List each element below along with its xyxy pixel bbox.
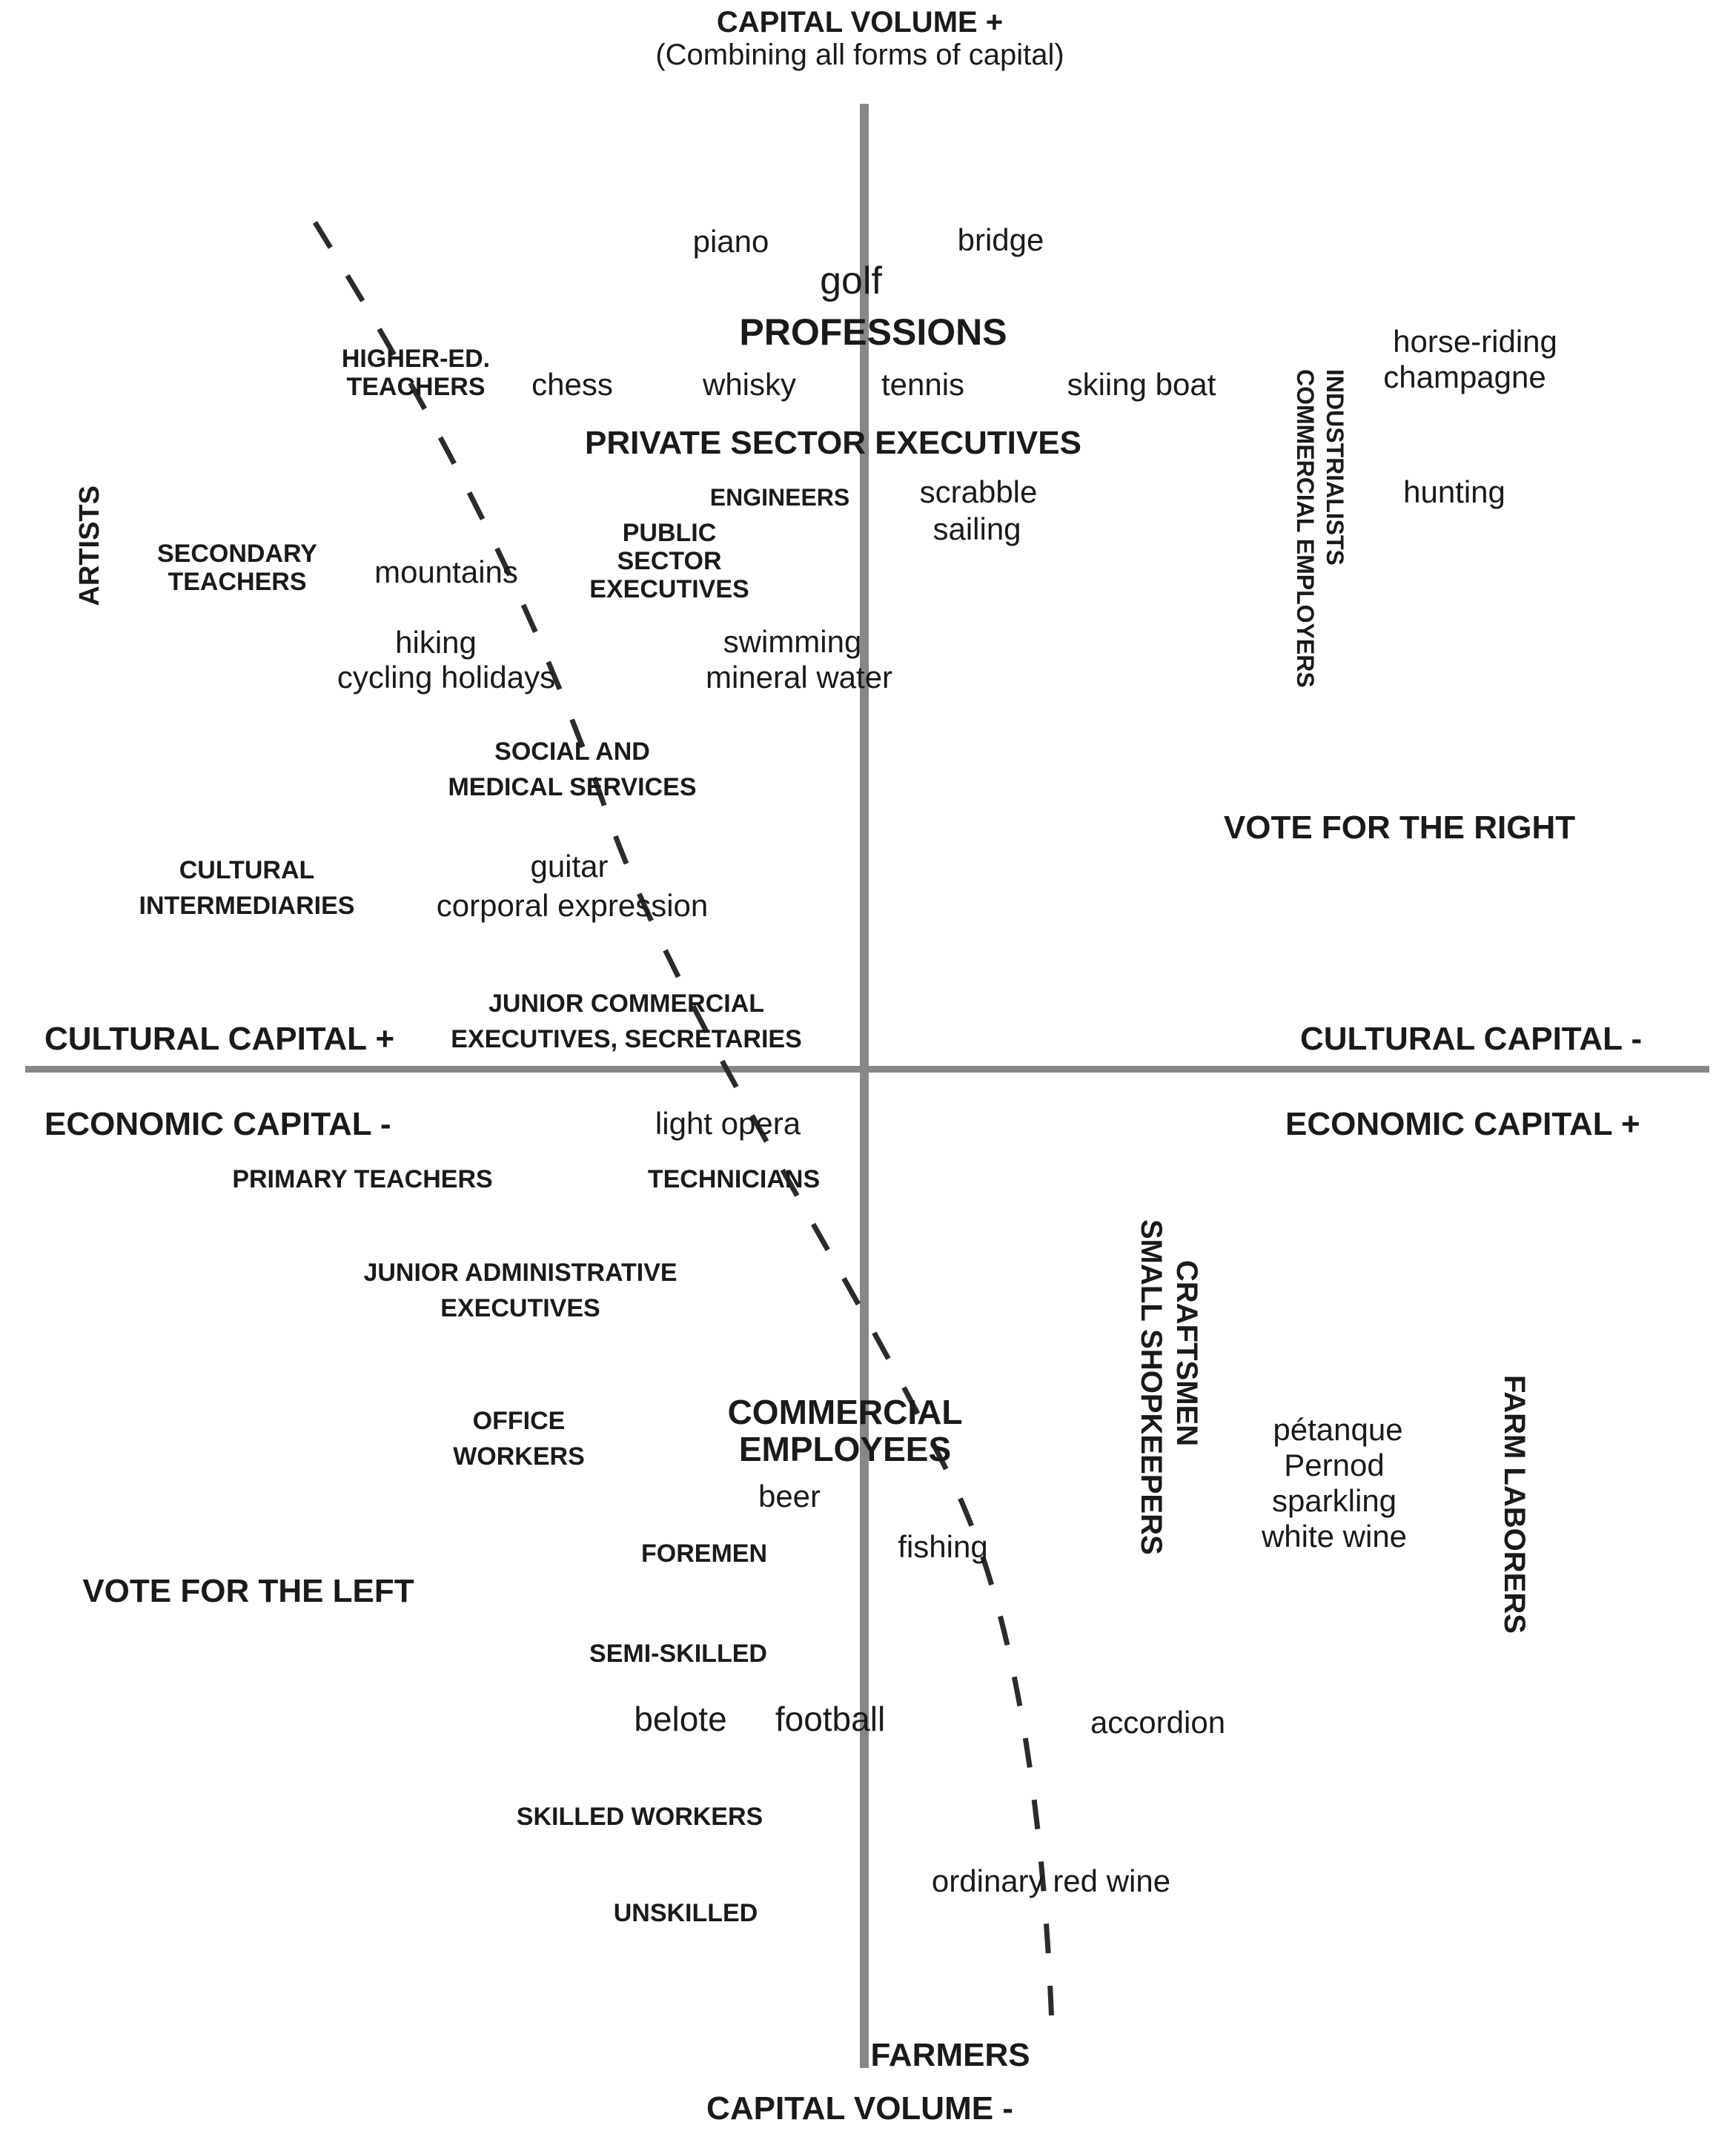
group-commercial-employees-line2: EMPLOYEES <box>738 1430 952 1468</box>
group-semi-skilled: SEMI-SKILLED <box>589 1640 767 1668</box>
axis-label-capital-volume-minus: CAPITAL VOLUME - <box>706 2090 1013 2127</box>
group-commercial-employees-line1: COMMERCIAL <box>727 1393 963 1431</box>
practice-guitar: guitar <box>530 849 609 884</box>
group-higher-ed-teachers-line1: HIGHER-ED. <box>341 345 491 373</box>
group-professions: PROFESSIONS <box>739 311 1007 353</box>
group-commercial-employers: COMMERCIAL EMPLOYERS <box>1291 369 1319 688</box>
annotation-vote-for-the-left: VOTE FOR THE LEFT <box>82 1573 414 1609</box>
group-junior-commercial-line1: JUNIOR COMMERCIAL <box>488 990 765 1018</box>
practice-corporal-expression: corporal expression <box>436 888 709 923</box>
group-technicians: TECHNICIANS <box>647 1165 821 1193</box>
group-public-sector-executives-line3: EXECUTIVES <box>589 575 749 603</box>
practice-mineral-water: mineral water <box>705 660 893 695</box>
axis-label-cultural-capital-minus: CULTURAL CAPITAL - <box>1300 1021 1643 1057</box>
group-skilled-workers: SKILLED WORKERS <box>516 1803 763 1831</box>
group-public-sector-executives-line1: PUBLIC <box>622 519 717 547</box>
practice-tennis: tennis <box>881 367 965 402</box>
practice-swimming: swimming <box>723 624 862 659</box>
practice-hiking: hiking <box>395 625 477 660</box>
practice-pernod: Pernod <box>1284 1448 1385 1482</box>
group-artists: ARTISTS <box>74 486 105 606</box>
group-cultural-intermediaries-line1: CULTURAL <box>179 856 315 884</box>
practice-fishing: fishing <box>898 1529 988 1564</box>
group-farm-laborers: FARM LABORERS <box>1497 1375 1531 1634</box>
practice-petanque: pétanque <box>1273 1412 1403 1447</box>
practice-cycling-holidays: cycling holidays <box>337 660 556 695</box>
group-craftsmen: CRAFTSMEN <box>1170 1260 1203 1447</box>
practice-scrabble: scrabble <box>919 474 1038 509</box>
group-secondary-teachers-line2: TEACHERS <box>168 568 307 596</box>
practice-champagne: champagne <box>1383 359 1546 394</box>
practice-hunting: hunting <box>1403 474 1505 509</box>
group-primary-teachers: PRIMARY TEACHERS <box>232 1165 493 1193</box>
group-higher-ed-teachers-line2: TEACHERS <box>346 373 486 401</box>
group-private-sector-executives: PRIVATE SECTOR EXECUTIVES <box>585 425 1081 461</box>
group-farmers: FARMERS <box>870 2037 1030 2073</box>
group-public-sector-executives-line2: SECTOR <box>617 547 722 575</box>
group-social-medical-line1: SOCIAL AND <box>494 738 650 766</box>
group-junior-administrative-line2: EXECUTIVES <box>440 1294 600 1322</box>
group-junior-commercial-line2: EXECUTIVES, SECRETARIES <box>451 1025 802 1053</box>
practice-golf: golf <box>820 259 882 302</box>
practice-light-opera: light opera <box>655 1106 801 1141</box>
axis-label-economic-capital-plus: ECONOMIC CAPITAL + <box>1285 1106 1640 1142</box>
practice-football: football <box>775 1700 886 1738</box>
practice-beer: beer <box>758 1479 821 1514</box>
practice-whisky: whisky <box>702 367 797 402</box>
practice-white-wine: white wine <box>1261 1519 1408 1554</box>
practice-mountains: mountains <box>374 554 518 589</box>
group-junior-administrative-line1: JUNIOR ADMINISTRATIVE <box>363 1259 677 1287</box>
practice-sparkling: sparkling <box>1271 1483 1397 1518</box>
axis-sublabel-combining-capital: (Combining all forms of capital) <box>655 39 1064 71</box>
group-engineers: ENGINEERS <box>709 484 850 511</box>
group-social-medical-line2: MEDICAL SERVICES <box>448 773 697 801</box>
practice-accordion: accordion <box>1090 1705 1226 1740</box>
axis-label-capital-volume-plus: CAPITAL VOLUME + <box>716 6 1004 39</box>
group-secondary-teachers-line1: SECONDARY <box>157 540 317 568</box>
practice-chess: chess <box>531 367 613 402</box>
group-unskilled: UNSKILLED <box>613 1899 758 1927</box>
practice-horse-riding: horse-riding <box>1393 324 1557 359</box>
practice-piano: piano <box>692 224 769 259</box>
axis-label-cultural-capital-plus: CULTURAL CAPITAL + <box>44 1021 395 1057</box>
group-office-workers-line2: WORKERS <box>453 1442 585 1471</box>
practice-skiing-boat: skiing boat <box>1067 367 1216 402</box>
group-cultural-intermediaries-line2: INTERMEDIARIES <box>139 892 355 920</box>
practice-belote: belote <box>634 1700 727 1738</box>
group-foremen: FOREMEN <box>641 1540 767 1568</box>
practice-ordinary-red-wine: ordinary red wine <box>931 1863 1171 1898</box>
group-small-shopkeepers: SMALL SHOPKEEPERS <box>1134 1219 1167 1555</box>
group-office-workers-line1: OFFICE <box>472 1407 566 1435</box>
practice-sailing: sailing <box>932 511 1021 546</box>
group-industrialists: INDUSTRIALISTS <box>1321 369 1348 566</box>
axis-label-economic-capital-minus: ECONOMIC CAPITAL - <box>44 1106 391 1142</box>
annotation-vote-for-the-right: VOTE FOR THE RIGHT <box>1223 809 1576 846</box>
practice-bridge: bridge <box>957 222 1044 257</box>
